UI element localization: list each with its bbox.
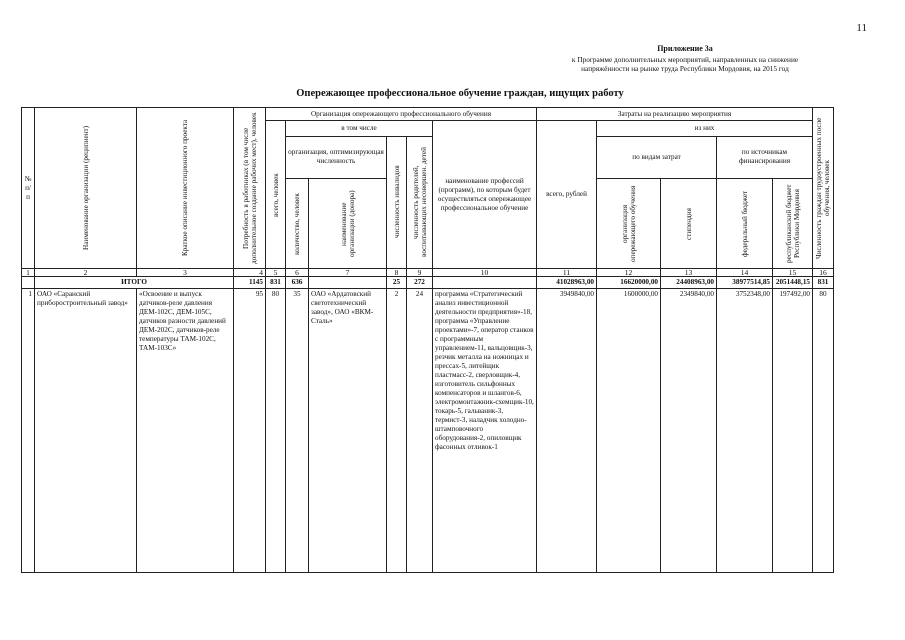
total-rub: 41028963,00 bbox=[537, 277, 597, 289]
total-federal: 38977514,85 bbox=[717, 277, 773, 289]
total-republic: 2051448,15 bbox=[773, 277, 813, 289]
col-number: 2 bbox=[35, 269, 137, 277]
total-parents: 272 bbox=[407, 277, 433, 289]
header-costs: Затраты на реализацию мероприятия bbox=[537, 108, 813, 121]
row-disabled: 2 bbox=[387, 289, 407, 573]
header-optimizing: организация, оптимизирующая численность bbox=[286, 136, 387, 179]
col-number: 10 bbox=[433, 269, 537, 277]
header-incl: в том числе bbox=[286, 121, 433, 137]
header-need: Потребность в работниках (в том числе дополнительное создание рабочих мест), человек bbox=[234, 108, 266, 269]
total-training-org: 16620000,00 bbox=[597, 277, 661, 289]
header-by-source: по источникам финансирования bbox=[717, 136, 813, 179]
col-number: 4 bbox=[234, 269, 266, 277]
row-federal: 3752348,00 bbox=[717, 289, 773, 573]
header-qty: количество, человек bbox=[286, 179, 309, 269]
row-no: 1 bbox=[22, 289, 35, 573]
header-training-org: организация опережающего обучения bbox=[597, 179, 661, 269]
col-number: 1 bbox=[22, 269, 35, 277]
total-empty-no bbox=[22, 277, 35, 289]
header-of-them: из них bbox=[597, 121, 813, 137]
header-total-rub: всего, рублей bbox=[537, 121, 597, 269]
col-number: 8 bbox=[387, 269, 407, 277]
col-number: 5 bbox=[266, 269, 286, 277]
total-qty: 636 bbox=[286, 277, 309, 289]
header-total-people: всего, человек bbox=[266, 121, 286, 269]
row-org: ОАО «Саранский приборостроительный завод» bbox=[35, 289, 137, 573]
total-empty-opt bbox=[309, 277, 387, 289]
row-stipend: 2349840,00 bbox=[661, 289, 717, 573]
col-number: 11 bbox=[537, 269, 597, 277]
header-parents: численность родителей, воспитывающих несовершен. детей bbox=[407, 136, 433, 269]
header-disabled: численность инвалидов bbox=[387, 136, 407, 269]
total-empty-prof bbox=[433, 277, 537, 289]
appendix-subtitle bbox=[520, 55, 850, 73]
header-opt-name: наименование организации (донора) bbox=[309, 179, 387, 269]
header-republic: республиканский бюджет Республики Мордовия bbox=[773, 179, 813, 269]
row-professions: программа «Стратегический анализ инвестиционной деятельности предприятия»-18, программа «Управление проектами»-7, оператор станков с программным управлением-11, вальцовщик-3, резчик металла на ножницах и прессах-5, литейщик пластмасс-2, сверловщик-4, изготовитель сильфонных компенсаторов и шлангов-6, электромонтажник-схемщик-10, токарь-5, гальваник-3, термист-3, наладчик холодно-штамповочного оборудования-2, опиловщик фасонных отливок-1 bbox=[433, 289, 537, 573]
col-number: 6 bbox=[286, 269, 309, 277]
total-row bbox=[22, 277, 834, 289]
header-org-training: Организация опережающего профессионального обучения bbox=[266, 108, 537, 121]
col-number: 14 bbox=[717, 269, 773, 277]
total-stipend: 24408963,00 bbox=[661, 277, 717, 289]
col-number: 12 bbox=[597, 269, 661, 277]
header-no: № п/п bbox=[22, 108, 35, 269]
row-training-org: 1600000,00 bbox=[597, 289, 661, 573]
total-need: 1145 bbox=[234, 277, 266, 289]
col-number: 3 bbox=[137, 269, 234, 277]
header-employed: Численность граждан трудоустроенных после обучения, человек bbox=[813, 108, 834, 269]
col-number: 7 bbox=[309, 269, 387, 277]
header-project: Краткое описание инвестиционного проекта bbox=[137, 108, 234, 269]
header-org-name: Наименование организации (реципиент) bbox=[35, 108, 137, 269]
row-project: «Освоение и выпуск датчиков-реле давления ДЕМ-102С, ДЕМ-105С, датчиков разности давлений ДЕМ-202С, датчиков-реле температуры ТАМ-102С, ТАМ-103С» bbox=[137, 289, 234, 573]
header-stipend: стипендия bbox=[661, 179, 717, 269]
total-people: 831 bbox=[266, 277, 286, 289]
col-number: 16 bbox=[813, 269, 834, 277]
total-employed: 831 bbox=[813, 277, 834, 289]
row-republic: 197492,00 bbox=[773, 289, 813, 573]
appendix-line-2: напряжённости на рынке труда Республики Мордовия, на 2015 год bbox=[581, 64, 789, 73]
column-number-row bbox=[22, 269, 834, 277]
document-title: Опережающее профессиональное обучение граждан, ищущих работу bbox=[296, 88, 624, 99]
row-total-rub: 3949840,00 bbox=[537, 289, 597, 573]
row-employed: 80 bbox=[813, 289, 834, 573]
header-federal: федеральный бюджет bbox=[717, 179, 773, 269]
total-disabled: 25 bbox=[387, 277, 407, 289]
total-label: ИТОГО bbox=[35, 277, 234, 289]
col-number: 13 bbox=[661, 269, 717, 277]
header-by-type: по видам затрат bbox=[597, 136, 717, 179]
row-qty: 35 bbox=[286, 289, 309, 573]
table-row bbox=[22, 289, 834, 573]
col-number: 15 bbox=[773, 269, 813, 277]
col-number: 9 bbox=[407, 269, 433, 277]
row-need: 95 bbox=[234, 289, 266, 573]
row-opt-name: ОАО «Ардатовский светотехнический завод», ОАО «ВКМ-Сталь» bbox=[309, 289, 387, 573]
row-parents: 24 bbox=[407, 289, 433, 573]
row-total-people: 80 bbox=[266, 289, 286, 573]
appendix-line-1: к Программе дополнительных мероприятий, направленных на снижение bbox=[571, 55, 799, 64]
header-professions: наименование профессий (программ), по которым будет осуществляться опережающее профессиональное обучение bbox=[433, 121, 537, 269]
training-table bbox=[21, 107, 834, 573]
page-number: 11 bbox=[856, 22, 867, 34]
appendix-title: Приложение 3а bbox=[657, 44, 713, 53]
